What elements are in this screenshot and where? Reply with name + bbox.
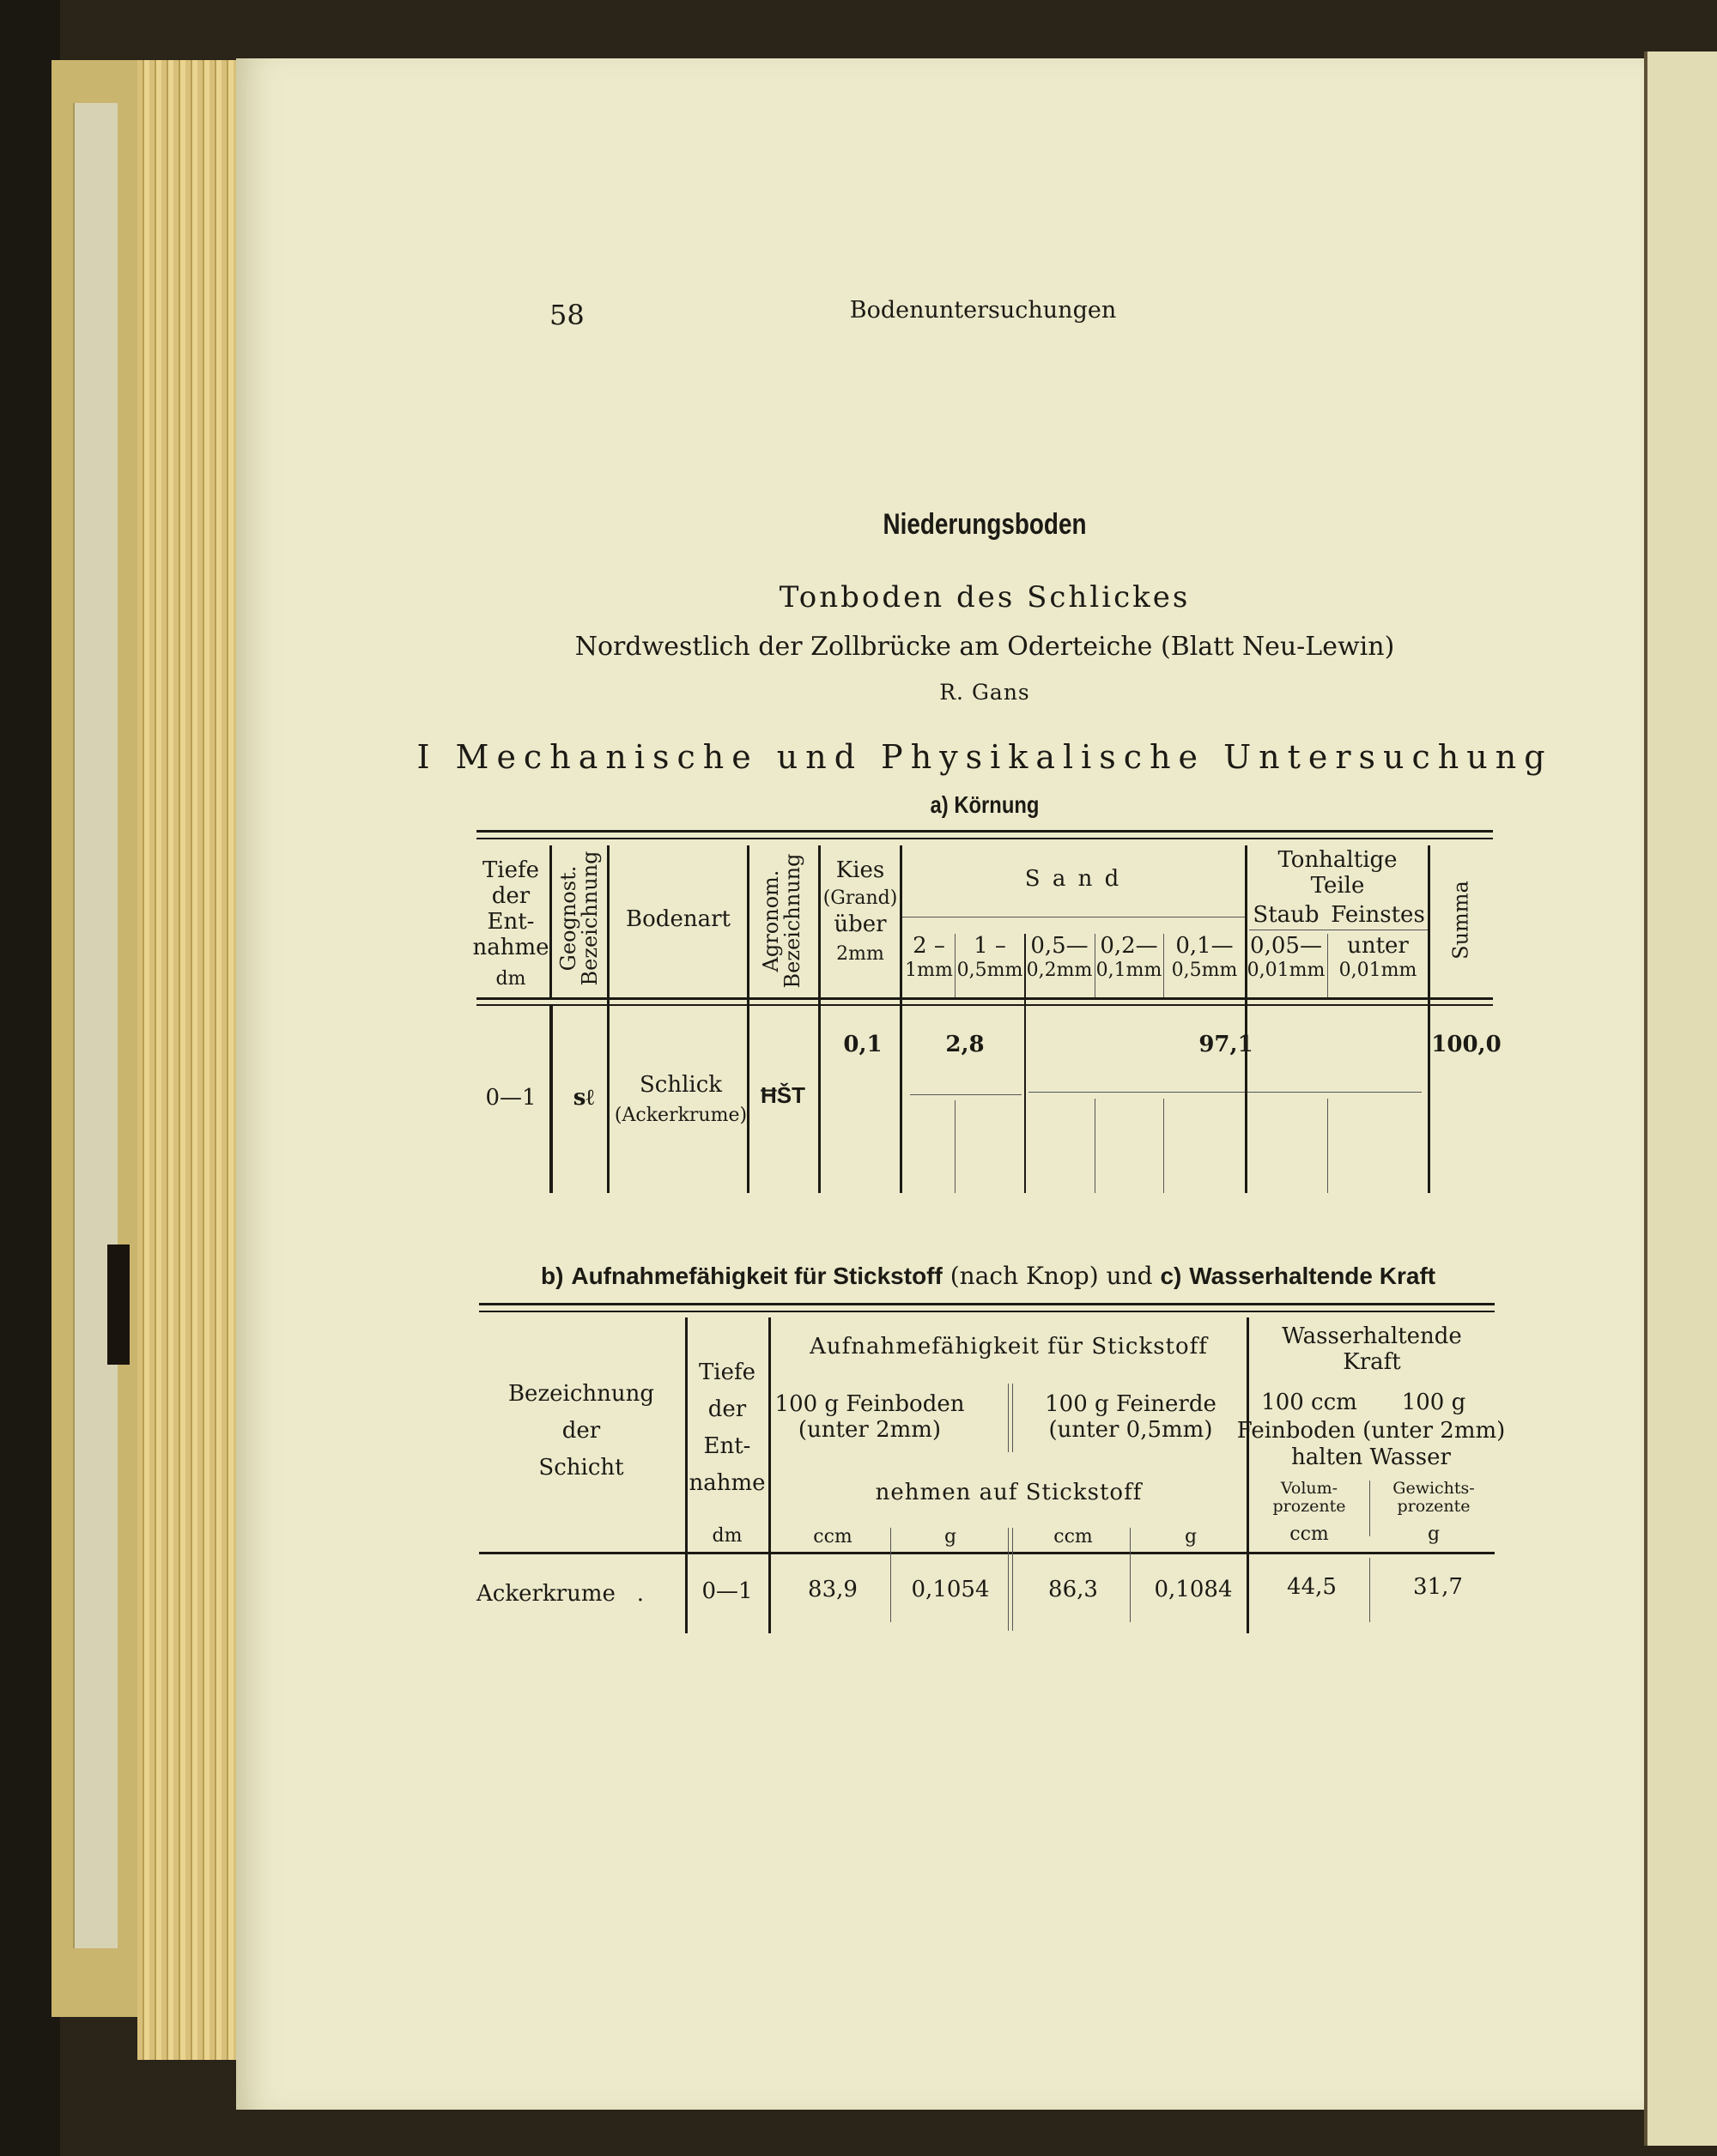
table-a-vrule bbox=[549, 845, 552, 997]
table-b-vrule bbox=[1008, 1528, 1009, 1631]
table-a-cell-rule-2 bbox=[1028, 1092, 1422, 1093]
table-b-vrule bbox=[1369, 1481, 1370, 1536]
header-kies: Kies (Grand) über 2mm bbox=[822, 857, 898, 966]
table-b-vrule bbox=[1130, 1528, 1131, 1622]
cell-fine: 97,1 bbox=[1198, 1032, 1253, 1057]
subsection-a-heading: a) Körnung bbox=[930, 791, 1040, 818]
header-wasser-halten: halten Wasser bbox=[1291, 1444, 1451, 1470]
page-edges bbox=[137, 60, 240, 2060]
table-a-vrule bbox=[1163, 934, 1164, 997]
table-b-top-rule bbox=[479, 1303, 1495, 1305]
header-gewichts: Gewichts- prozente bbox=[1392, 1479, 1475, 1516]
book-page bbox=[236, 58, 1644, 2110]
table-a-header-rule bbox=[476, 997, 1493, 1000]
unit-feinboden-g: g bbox=[943, 1526, 957, 1547]
table-a-vrule bbox=[955, 934, 956, 997]
cell-feinerde-g: 0,1084 bbox=[1154, 1577, 1233, 1602]
fraction-01-005: 0,1— 0,5mm bbox=[1171, 933, 1238, 981]
header-bezeichnung: Bezeichnung der Schicht bbox=[507, 1381, 655, 1481]
author-line: R. Gans bbox=[939, 680, 1030, 705]
table-a-vrule bbox=[1163, 1099, 1164, 1193]
table-a-cell-rule-1 bbox=[910, 1094, 1022, 1095]
table-a-vrule bbox=[955, 1100, 956, 1193]
table-a-vrule bbox=[1327, 934, 1328, 997]
header-wasser-ccm: 100 ccm bbox=[1261, 1390, 1357, 1415]
cell-schicht: Ackerkrume . bbox=[476, 1581, 644, 1607]
header-geognost: Geognost. Bezeichnung bbox=[555, 851, 602, 986]
unit-feinboden-ccm: ccm bbox=[813, 1526, 852, 1547]
cell-kies: 0,1 bbox=[843, 1032, 883, 1057]
subsection-bc-heading: b) Aufnahmefähigkeit für Stickstoff (nach Knop) und c) Wasserhaltende Kraft bbox=[541, 1262, 1436, 1290]
header-tiefe-b: Tiefe der Ent- nahme bbox=[689, 1360, 766, 1496]
header-aufnahme: Aufnahmefähigkeit für Stickstoff bbox=[810, 1334, 1208, 1360]
facing-page-edge bbox=[1644, 51, 1717, 2146]
running-head: Bodenuntersuchungen bbox=[849, 297, 1117, 324]
sand-sub-rule bbox=[901, 917, 1245, 918]
cell-tiefe: 0—1 bbox=[485, 1085, 537, 1111]
unit-gewicht: g bbox=[1427, 1523, 1441, 1545]
table-b-vrule bbox=[890, 1528, 891, 1622]
table-b-vrule bbox=[1008, 1384, 1009, 1452]
fraction-1-05: 1 – 0,5mm bbox=[956, 933, 1023, 981]
page-stack-inner bbox=[73, 103, 118, 1948]
fraction-2-1: 2 – 1mm bbox=[905, 933, 953, 981]
cell-sand-coarse: 2,8 bbox=[945, 1032, 985, 1057]
table-a-header-rule-2 bbox=[476, 1004, 1493, 1006]
header-agronom: Agronom. Bezeichnung bbox=[758, 853, 804, 989]
table-b-header-rule bbox=[479, 1552, 1495, 1554]
location-line: Nordwestlich der Zollbrücke am Oderteiche (Blatt Neu-Lewin) bbox=[574, 632, 1395, 662]
header-wasser-feinboden: Feinboden (unter 2mm) bbox=[1236, 1418, 1506, 1444]
cell-gewicht: 31,7 bbox=[1413, 1574, 1463, 1600]
table-a-vrule bbox=[1245, 845, 1247, 1193]
fraction-05-02: 0,5— 0,2mm bbox=[1026, 933, 1093, 981]
table-b-top-rule-2 bbox=[479, 1311, 1495, 1312]
table-b-vrule bbox=[1012, 1384, 1013, 1452]
unit-volum: ccm bbox=[1289, 1523, 1329, 1545]
header-summa: Summa bbox=[1448, 881, 1473, 960]
cell-agronom: ĦŠT bbox=[761, 1082, 805, 1108]
header-tiefe: Tiefe der Ent- nahme dm bbox=[472, 857, 549, 990]
cell-feinerde-ccm: 86,3 bbox=[1048, 1577, 1098, 1602]
table-a-top-rule bbox=[476, 830, 1493, 833]
header-wasser: Wasserhaltende Kraft bbox=[1282, 1323, 1462, 1375]
table-a-vrule bbox=[1428, 845, 1430, 1193]
header-sand: S a n d bbox=[1024, 866, 1122, 892]
table-a-vrule bbox=[549, 1006, 553, 1193]
page-tab-shadow bbox=[107, 1245, 130, 1365]
cell-summa: 100,0 bbox=[1431, 1032, 1502, 1057]
cell-feinboden-ccm: 83,9 bbox=[808, 1577, 858, 1602]
cell-feinboden-g: 0,1054 bbox=[911, 1577, 990, 1602]
table-b-vrule bbox=[1247, 1317, 1249, 1633]
cell-bodenart-note: (Ackerkrume) bbox=[614, 1105, 748, 1126]
cell-geognost: sℓ bbox=[573, 1085, 595, 1111]
table-b-vrule bbox=[685, 1317, 688, 1633]
table-b-vrule bbox=[768, 1317, 771, 1633]
fraction-unter-001: unter 0,01mm bbox=[1338, 933, 1417, 981]
table-b-vrule bbox=[1369, 1558, 1370, 1622]
table-a-top-rule-2 bbox=[476, 838, 1493, 839]
cell-bodenart: Schlick bbox=[639, 1072, 723, 1098]
table-a-vrule bbox=[607, 845, 610, 1193]
table-a-vrule bbox=[1327, 1099, 1328, 1193]
header-staub: Staub bbox=[1253, 902, 1320, 928]
page-title: Niederungsboden bbox=[883, 508, 1087, 541]
fraction-005-001: 0,05— 0,01mm bbox=[1247, 933, 1326, 981]
table-b-vrule bbox=[1012, 1528, 1013, 1631]
header-feinstes: Feinstes bbox=[1331, 902, 1425, 928]
cell-volum: 44,5 bbox=[1287, 1574, 1337, 1600]
section-heading: I Mechanische und Physikalische Untersuchung bbox=[416, 738, 1553, 776]
header-tiefe-b-unit: dm bbox=[712, 1525, 743, 1547]
header-nehmen: nehmen auf Stickstoff bbox=[875, 1480, 1143, 1505]
unit-feinerde-ccm: ccm bbox=[1053, 1526, 1093, 1547]
cell-tiefe-b: 0—1 bbox=[701, 1578, 753, 1604]
page-number: 58 bbox=[549, 299, 585, 331]
page-subtitle: Tonboden des Schlickes bbox=[779, 580, 1191, 615]
header-tonhaltige: Tonhaltige Teile bbox=[1277, 847, 1398, 899]
fraction-02-01: 0,2— 0,1mm bbox=[1095, 933, 1162, 981]
header-bodenart: Bodenart bbox=[626, 906, 731, 932]
header-feinerde: 100 g Feinerde (unter 0,5mm) bbox=[1045, 1391, 1216, 1443]
table-a-vrule bbox=[747, 845, 749, 1193]
table-a-vrule bbox=[900, 845, 902, 1193]
header-volum: Volum- prozente bbox=[1272, 1479, 1346, 1516]
unit-feinerde-g: g bbox=[1184, 1526, 1198, 1547]
table-a-vrule bbox=[818, 845, 821, 1193]
header-wasser-g: 100 g bbox=[1401, 1390, 1466, 1415]
header-feinboden: 100 g Feinboden (unter 2mm) bbox=[774, 1391, 965, 1443]
